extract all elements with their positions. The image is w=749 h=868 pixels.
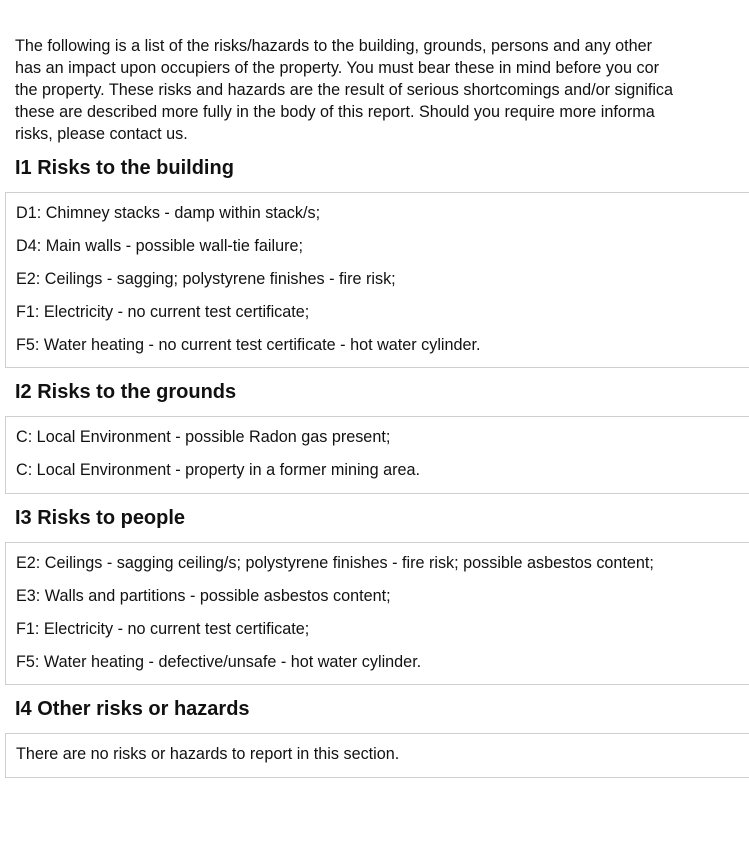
intro-line: these are described more fully in the body of this report. Should you require more informa — [15, 103, 655, 121]
list-item: There are no risks or hazards to report in this section. — [16, 745, 400, 763]
intro-line: has an impact upon occupiers of the property. You must bear these in mind before you cor — [15, 59, 659, 77]
list-item: F1: Electricity - no current test certificate; — [16, 303, 310, 321]
section-box-other — [5, 733, 749, 778]
intro-line: risks, please contact us. — [15, 125, 188, 143]
list-item: C: Local Environment - property in a former mining area. — [16, 461, 420, 479]
list-item: F1: Electricity - no current test certificate; — [16, 620, 310, 638]
list-item: C: Local Environment - possible Radon gas present; — [16, 428, 391, 446]
list-item: E2: Ceilings - sagging; polystyrene finishes - fire risk; — [16, 270, 396, 288]
section-heading-people: I3 Risks to people — [15, 507, 186, 529]
list-item: F5: Water heating - defective/unsafe - hot water cylinder. — [16, 653, 422, 671]
list-item: F5: Water heating - no current test certificate - hot water cylinder. — [16, 336, 481, 354]
list-item: D4: Main walls - possible wall-tie failure; — [16, 237, 303, 255]
section-heading-other: I4 Other risks or hazards — [15, 698, 250, 720]
section-heading-building: I1 Risks to the building — [15, 157, 234, 179]
intro-paragraph — [15, 35, 749, 145]
intro-line: the property. These risks and hazards are the result of serious shortcomings and/or significa — [15, 81, 674, 99]
list-item: E2: Ceilings - sagging ceiling/s; polystyrene finishes - fire risk; possible asbestos content; — [16, 554, 654, 572]
intro-line: The following is a list of the risks/hazards to the building, grounds, persons and any other — [15, 37, 653, 55]
section-box-grounds — [5, 416, 749, 494]
section-box-building — [5, 192, 749, 368]
list-item: D1: Chimney stacks - damp within stack/s; — [16, 204, 321, 222]
section-heading-grounds: I2 Risks to the grounds — [15, 381, 237, 403]
list-item: E3: Walls and partitions - possible asbestos content; — [16, 587, 391, 605]
section-box-people — [5, 542, 749, 685]
